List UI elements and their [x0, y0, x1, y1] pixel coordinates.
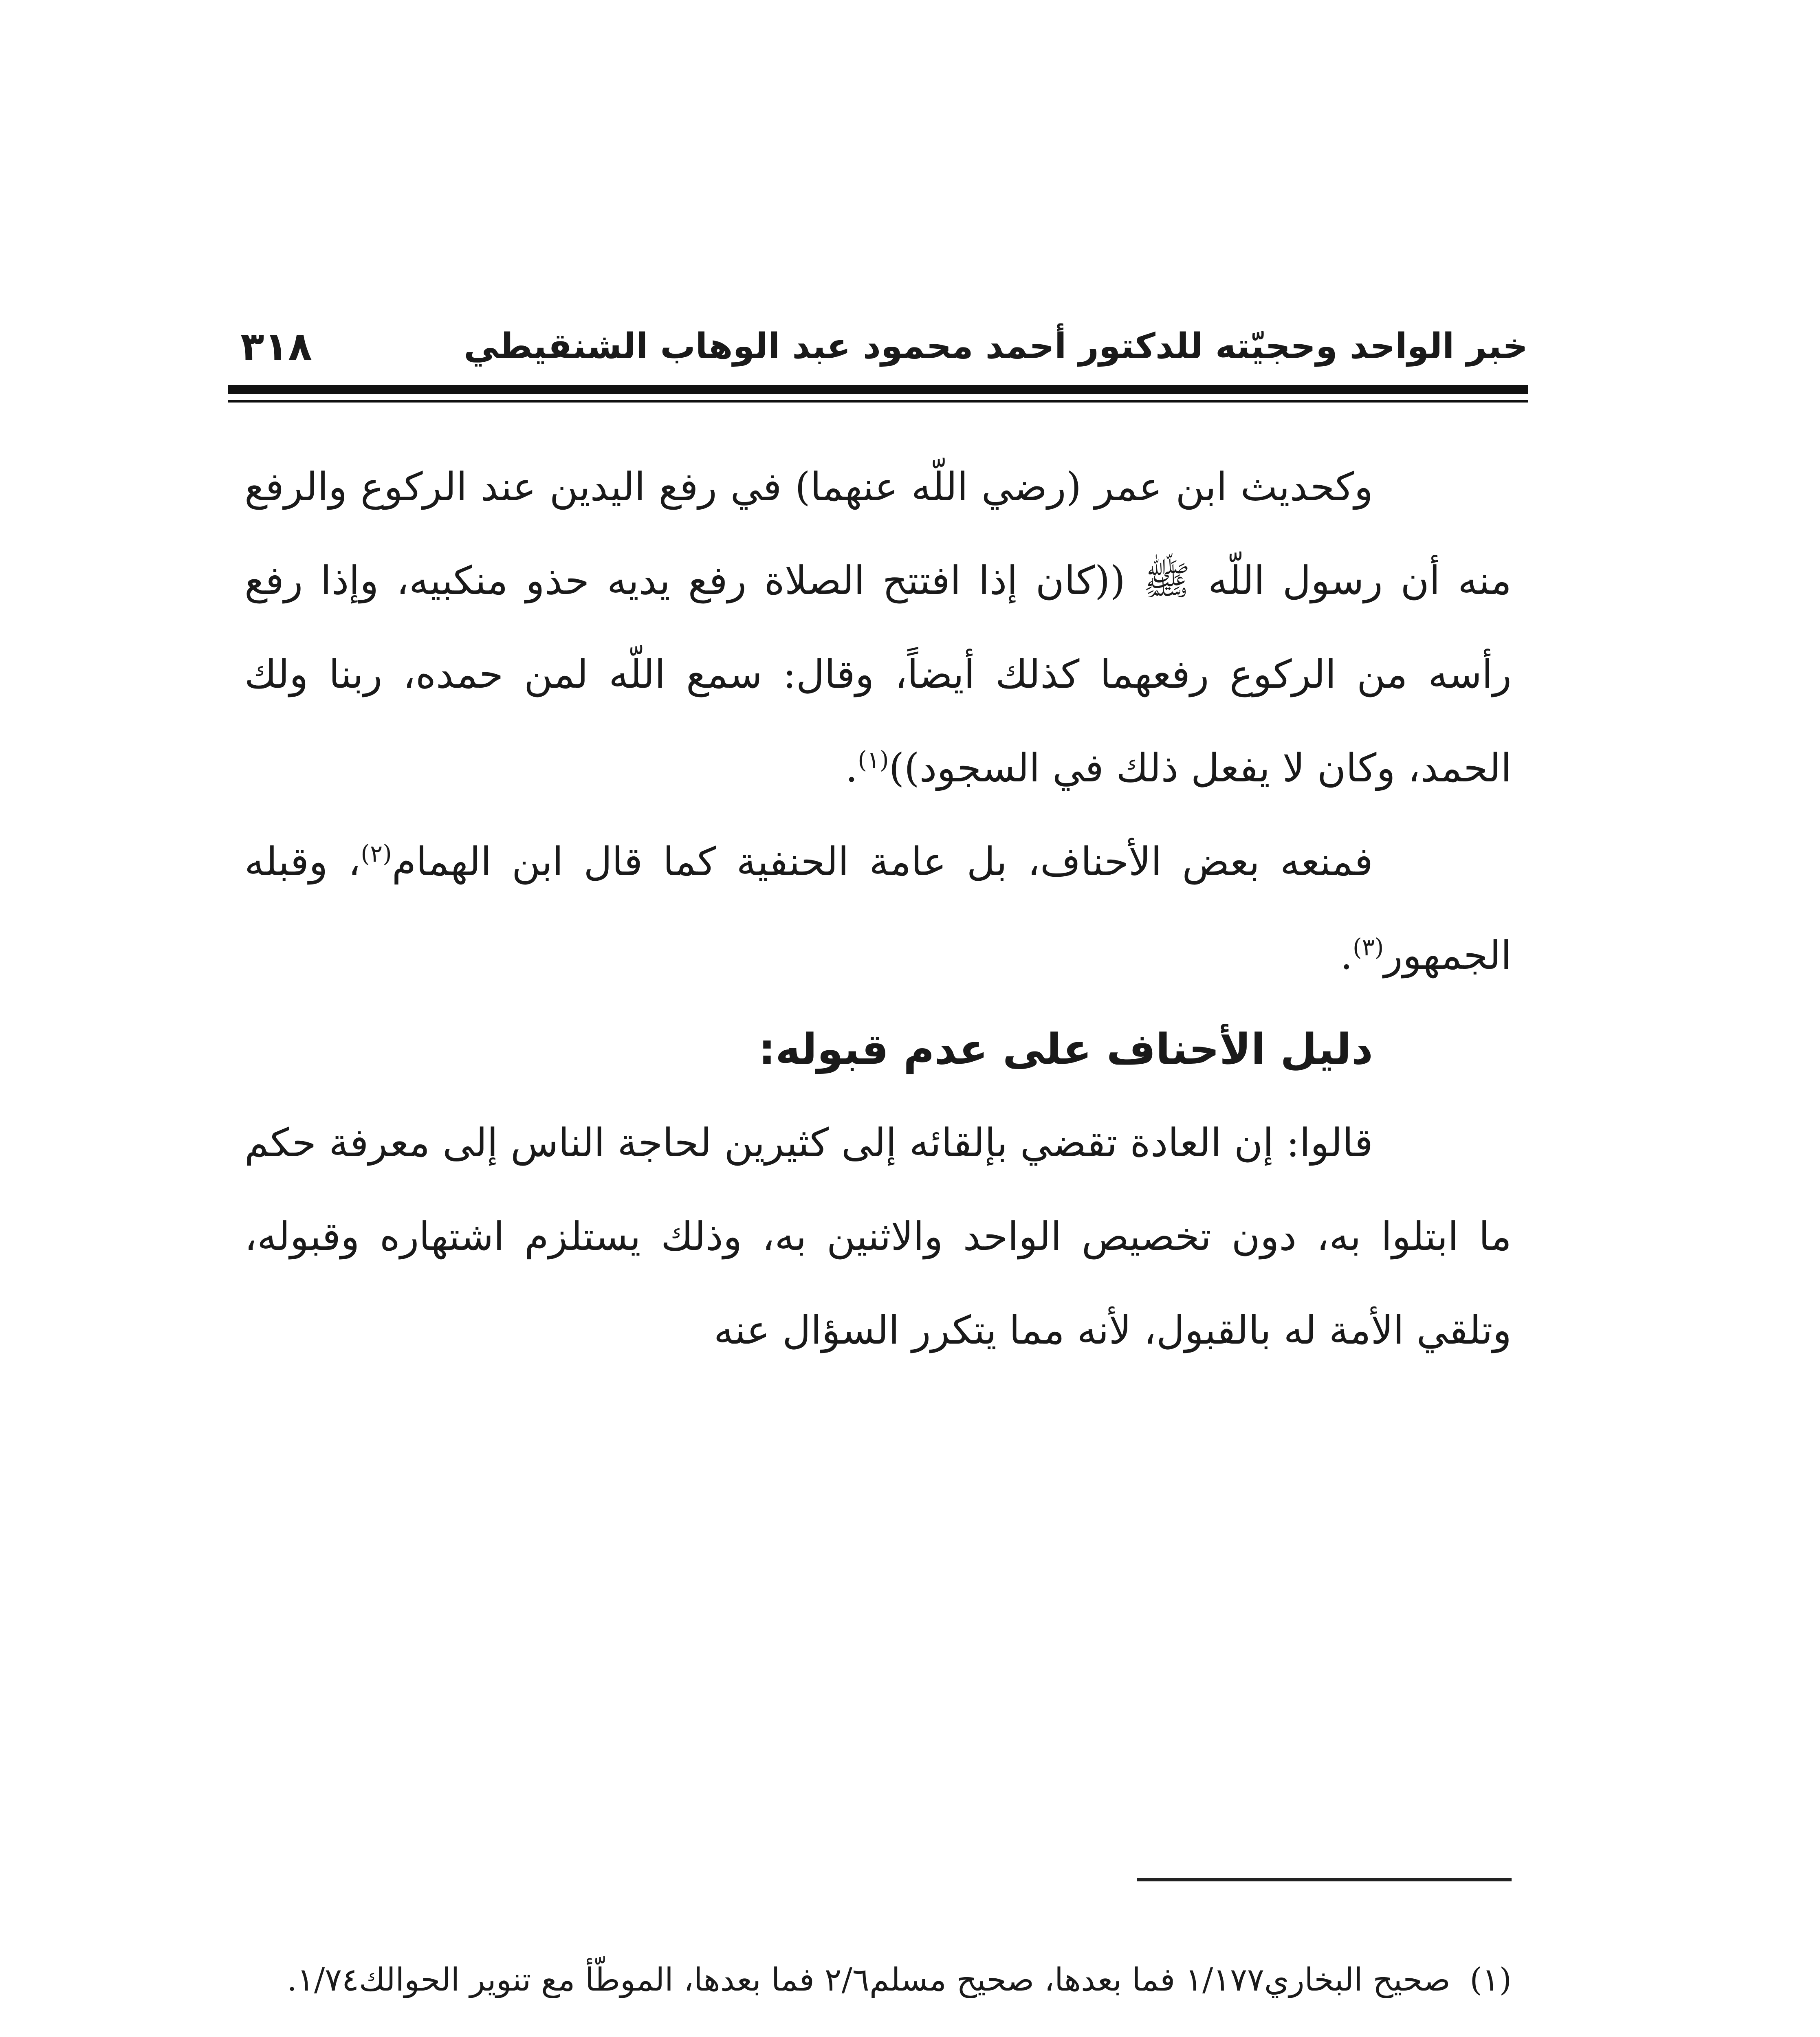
paragraph-hanafi-rejection: [244, 815, 1512, 1002]
section-heading: دليل الأحناف على عدم قبوله:: [758, 1024, 1373, 1074]
paragraph-text: وكحديث ابن عمر (رضي اللّه عنهما) في رفع اليدين عند الركوع والرفع منه أن رسول اللّه ﷺ ((كان إذا افتتح الصلاة رفع يديه حذو منكبيه، وإذا رفع رأسه من الركوع رفعهما كذلك أيضاً، وقال: سمع اللّه لمن حمده، ربنا ولك الحمد، وكان لا يفعل ذلك في السجود)): [244, 464, 1512, 791]
paragraph-text: قالوا: إن العادة تقضي بإلقائه إلى كثيرين لحاجة الناس إلى معرفة حكم ما ابتلوا به، دون تخصيص الواحد والاثنين به، وذلك يستلزم اشتهاره وقبوله، وتلقي الأمة له بالقبول، لأنه مما يتكرر السؤال عنه: [244, 1120, 1512, 1353]
footnote-separator: [1137, 1878, 1512, 1881]
footnote-number: [1470, 2021, 1512, 2037]
paragraph-end: .: [845, 745, 858, 791]
paragraph-argument: [244, 1096, 1512, 1377]
paragraph-hadith: [244, 440, 1512, 815]
page-number: ٣١٨: [240, 323, 312, 369]
footnote-ref: (٢): [361, 840, 392, 867]
footnote-ref: (٣): [1352, 933, 1384, 961]
running-header: [228, 322, 1528, 371]
header-rule-thin: [228, 400, 1528, 403]
main-text: [244, 440, 1512, 1377]
footnotes: [244, 1939, 1512, 2037]
footnote-number: (١): [1470, 1962, 1512, 1998]
paragraph-text: ، وقبله الجمهور: [244, 839, 1512, 978]
header-rule-thick: [228, 385, 1528, 394]
paragraph-end: .: [1340, 933, 1353, 978]
book-title: خبر الواحد وحجيّته للدكتور أحمد محمود عبد الوهاب الشنقيطي: [464, 326, 1528, 367]
footnote-ref: (١): [858, 746, 889, 774]
footnote-1: [244, 1939, 1512, 2021]
footnote-2: [244, 2021, 1512, 2037]
paragraph-text: فمنعه بعض الأحناف، بل عامة الحنفية كما قال ابن الهمام: [392, 839, 1373, 884]
footnote-text: صحيح البخاري١/١٧٧ فما بعدها، صحيح مسلم٢/٦ فما بعدها، الموطّأ مع تنوير الحوالك١/٧٤.: [287, 1962, 1450, 1998]
